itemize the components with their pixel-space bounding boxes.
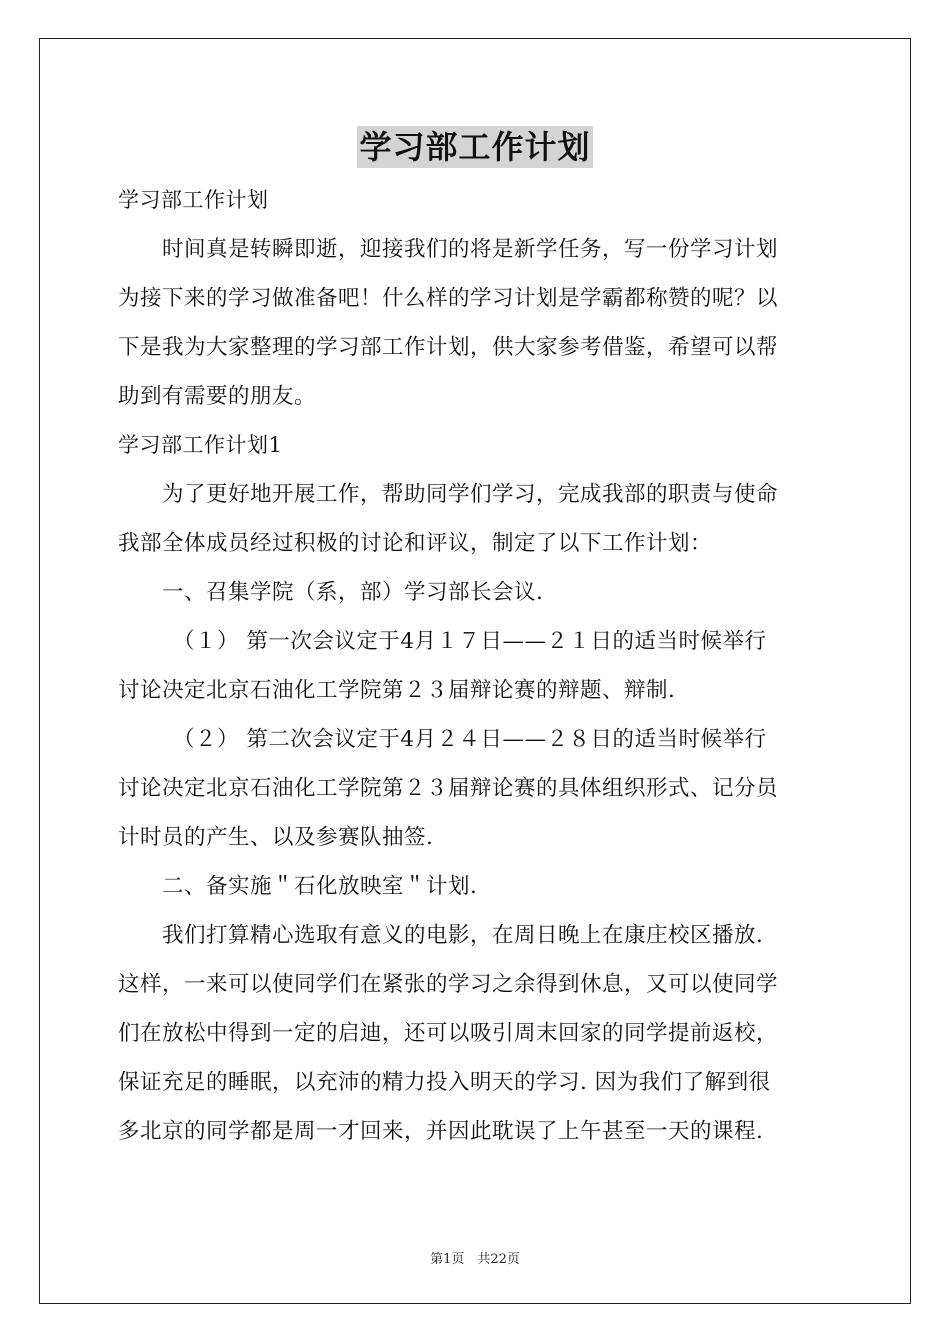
document-title: 学习部工作计划 [359,128,591,166]
paragraph-line: 为接下来的学习做准备吧！什么样的学习计划是学霸都称赞的呢？以 [118,286,779,311]
list-item-line: 讨论决定北京石油化工学院第２３届辩论赛的具体组织形式、记分员 [118,776,779,801]
paragraph-line: 助到有需要的朋友。 [118,384,317,409]
paragraph-line: 保证充足的睡眠，以充沛的精力投入明天的学习. 因为我们了解到很 [118,1070,771,1095]
paragraph-line: 我部全体成员经过积极的讨论和评议，制定了以下工作计划： [118,531,713,556]
paragraph-line: 这样，一来可以使同学们在紧张的学习之余得到休息，又可以使同学 [118,972,779,997]
paragraph-line: 为了更好地开展工作，帮助同学们学习，完成我部的职责与使命 [162,482,779,507]
list-item-line: （１） 第一次会议定于4月１７日——２１日的适当时候举行 [173,629,767,654]
list-heading: 一、召集学院（系，部）学习部长会议. [162,580,544,605]
paragraph-line: 我们打算精心选取有意义的电影，在周日晚上在康庄校区播放. [162,923,764,948]
paragraph-line: 多北京的同学都是周一才回来，并因此耽误了上午甚至一天的课程. [118,1119,764,1144]
list-item-line: （２） 第二次会议定于4月２４日——２８日的适当时候举行 [173,727,767,752]
paragraph-line: 们在放松中得到一定的启迪，还可以吸引周末回家的同学提前返校， [118,1021,779,1046]
paragraph-line: 下是我为大家整理的学习部工作计划，供大家参考借鉴，希望可以帮 [118,335,779,360]
list-item-line: 计时员的产生、以及参赛队抽签. [118,825,434,850]
paragraph-line: 时间真是转瞬即逝，迎接我们的将是新学任务，写一份学习计划 [162,237,779,262]
page-number: 第1页 共22页 [430,1252,520,1267]
section-heading: 学习部工作计划1 [118,433,283,457]
document-body [118,176,834,1156]
subtitle-line: 学习部工作计划 [118,188,269,212]
list-item-line: 讨论决定北京石油化工学院第２３届辩论赛的辩题、辩制. [118,678,676,703]
list-heading: 二、备实施＂石化放映室＂计划. [162,874,478,899]
title-container [0,126,950,168]
